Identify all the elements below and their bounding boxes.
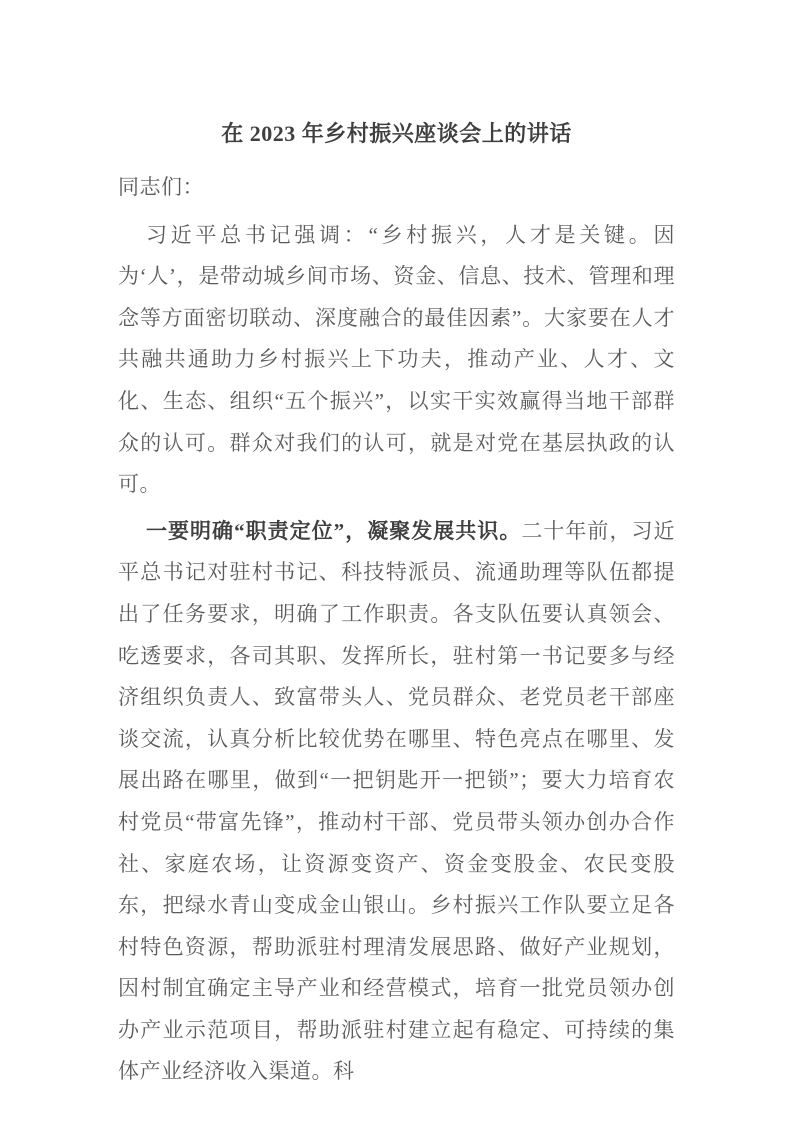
paragraph-2-lead: 一要明确“职责定位”，凝聚发展共识。	[146, 518, 522, 543]
salutation: 同志们：	[118, 175, 204, 199]
paragraph-2	[118, 511, 675, 1093]
paragraph-1	[118, 215, 675, 506]
paragraph-2-body: 二十年前，习近平总书记对驻村书记、科技特派员、流通助理等队伍都提出了任务要求，明确了工作职责。各支队伍要认真领会、吃透要求，各司其职、发挥所长，驻村第一书记要多与经济组织负责人、致富带头人、党员群众、老党员老干部座谈交流，认真分析比较优势在哪里、特色亮点在哪里、发展出路在哪里，做到“一把钥匙开一把锁”；要大力培育农村党员“带富先锋”，推动村干部、党员带头领办创办合作社、家庭农场，让资源变资产、资金变股金、农民变股东，把绿水青山变成金山银山。乡村振兴工作队要立足各村特色资源，帮助派驻村理清发展思路、做好产业规划，因村制宜确定主导产业和经营模式，培育一批党员领办创办产业示范项目，帮助派驻村建立起有稳定、可持续的集体产业经济收入渠道。科	[118, 518, 675, 1084]
document-title: 在 2023 年乡村振兴座谈会上的讲话	[221, 121, 572, 146]
paragraph-1-body: 习近平总书记强调：“乡村振兴，人才是关键。因为‘人’，是带动城乡间市场、资金、信息、技术、管理和理念等方面密切联动、深度融合的最佳因素”。大家要在人才共融共通助力乡村振兴上下功夫，推动产业、人才、文化、生态、组织“五个振兴”，以实干实效赢得当地干部群众的认可。群众对我们的认可，就是对党在基层执政的认可。	[118, 222, 675, 497]
